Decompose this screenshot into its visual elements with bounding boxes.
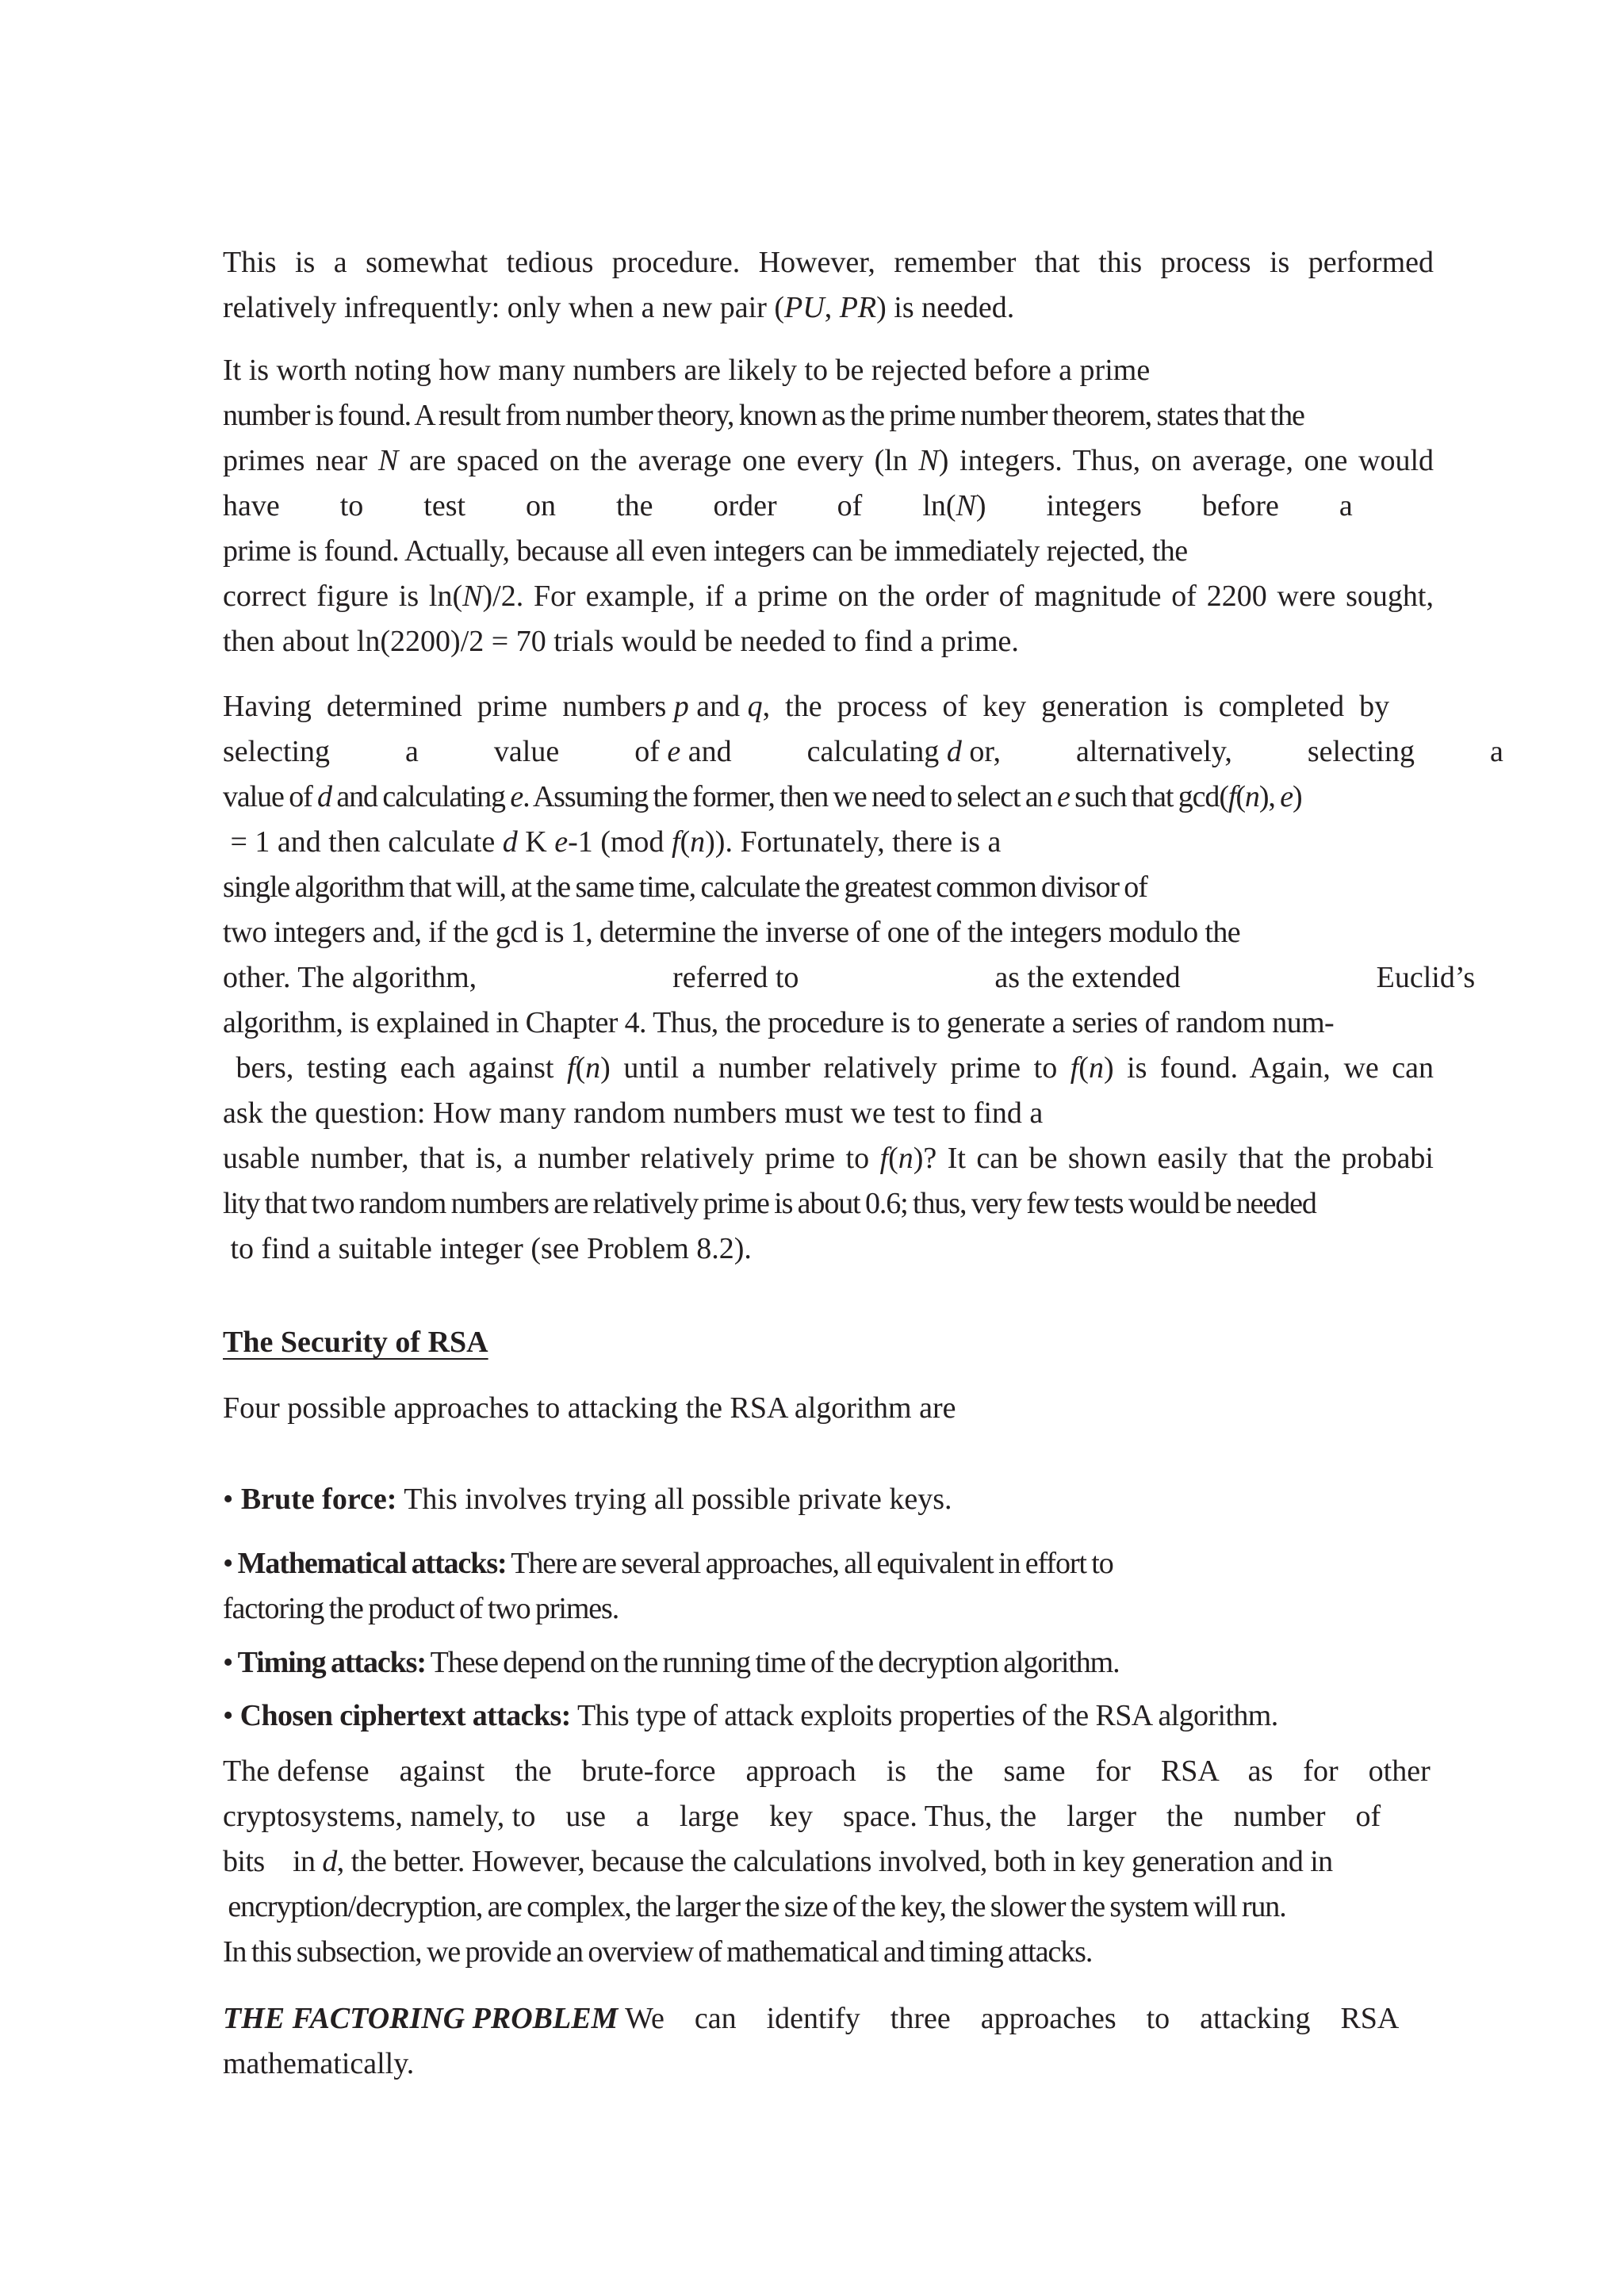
bullet-mathematical-attacks-line-2: factoring the product of two primes. — [223, 1592, 619, 1625]
bullet-mark: • — [223, 1483, 241, 1516]
paragraph-3-line-3: value of d and calculating e. Assuming the former, then we need to select an e such that gcd(f(n), e) — [223, 780, 1302, 813]
paragraph-3-line-7: other. The algorithm, referred to as the extended Euclid’s — [223, 961, 1476, 994]
bullet-mark: • — [223, 1547, 238, 1580]
paragraph-3-line-9: bers, testing each against f(n) until a number relatively prime to f(n) is found. Again, we can — [223, 1051, 1434, 1085]
paragraph-2-line-6: correct figure is ln(N)/2. For example, if a prime on the order of magnitude of 2200 were sought, — [223, 580, 1434, 613]
paragraph-3-line-10: ask the question: How many random numbers must we test to find a — [223, 1096, 1044, 1130]
paragraph-4-line-5: In this subsection, we provide an overview of mathematical and timing attacks. — [223, 1935, 1093, 1969]
paragraph-5-line-2: mathematically. — [223, 2047, 415, 2080]
bullet-mathematical-attacks: • Mathematical attacks: There are several approaches, all equivalent in effort to — [223, 1547, 1113, 1580]
paragraph-3-line-8: algorithm, is explained in Chapter 4. Thus, the procedure is to generate a series of random num- — [223, 1006, 1335, 1039]
bullet-timing-attacks: • Timing attacks: These depend on the running time of the decryption algorithm. — [223, 1646, 1120, 1679]
paragraph-4-line-1: The defense against the brute-force approach is the same for RSA as for other — [223, 1755, 1431, 1788]
paragraph-4-line-4: encryption/decryption, are complex, the larger the size of the key, the slower the system will run. — [223, 1890, 1286, 1923]
section-intro: Four possible approaches to attacking the RSA algorithm are — [223, 1391, 956, 1425]
paragraph-1-line-1: This is a somewhat tedious procedure. However, remember that this process is performed — [223, 246, 1434, 279]
paragraph-2-line-7: then about ln(2200)/2 = 70 trials would be needed to find a prime. — [223, 625, 1019, 658]
section-heading: The Security of RSA — [223, 1326, 488, 1359]
paragraph-3-line-6: two integers and, if the gcd is 1, determine the inverse of one of the integers modulo the — [223, 916, 1241, 949]
paragraph-4-line-2: cryptosystems, namely, to use a large key space. Thus, the larger the number of — [223, 1800, 1381, 1833]
paragraph-3-line-2: selecting a value of e and calculating d or, alternatively, selecting a — [223, 735, 1503, 768]
bullet-brute-force: • Brute force: This involves trying all possible private keys. — [223, 1483, 952, 1516]
bullet-mark: • — [223, 1646, 238, 1679]
paragraph-3-line-12: lity that two random numbers are relatively prime is about 0.6; thus, very few tests would be needed — [223, 1187, 1316, 1220]
paragraph-2-line-2: number is found. A result from number theory, known as the prime number theorem, states that the — [223, 399, 1304, 432]
paragraph-1-line-2: relatively infrequently: only when a new pair (PU, PR) is needed. — [223, 291, 1015, 324]
paragraph-3-line-4: = 1 and then calculate d K e-1 (mod f(n)). Fortunately, there is a — [223, 825, 1002, 859]
bullet-mark: • — [223, 1699, 240, 1732]
paragraph-3-line-13: to find a suitable integer (see Problem 8.2). — [223, 1232, 752, 1265]
paragraph-2-line-1: It is worth noting how many numbers are likely to be rejected before a prime — [223, 354, 1151, 387]
bullet-chosen-ciphertext-attacks: • Chosen ciphertext attacks: This type of attack exploits properties of the RSA algorithm. — [223, 1699, 1278, 1732]
factoring-problem-lead: THE FACTORING PROBLEM — [223, 2002, 619, 2035]
paragraph-2-line-5: prime is found. Actually, because all even integers can be immediately rejected, the — [223, 534, 1188, 568]
paragraph-2-line-3: primes near N are spaced on the average one every (ln N) integers. Thus, on average, one would — [223, 444, 1434, 477]
paragraph-3-line-5: single algorithm that will, at the same time, calculate the greatest common divisor of — [223, 871, 1147, 904]
paragraph-3-line-1: Having determined prime numbers p and q, the process of key generation is completed by — [223, 690, 1390, 723]
paragraph-4-line-3: bits in d, the better. However, because the calculations involved, both in key generation and in — [223, 1845, 1333, 1878]
paragraph-2-line-4: have to test on the order of ln(N) integers before a — [223, 489, 1353, 522]
paragraph-3-line-11: usable number, that is, a number relatively prime to f(n)? It can be shown easily that the probabi — [223, 1142, 1434, 1175]
paragraph-5-line-1: THE FACTORING PROBLEM We can identify three approaches to attacking RSA — [223, 2002, 1400, 2035]
